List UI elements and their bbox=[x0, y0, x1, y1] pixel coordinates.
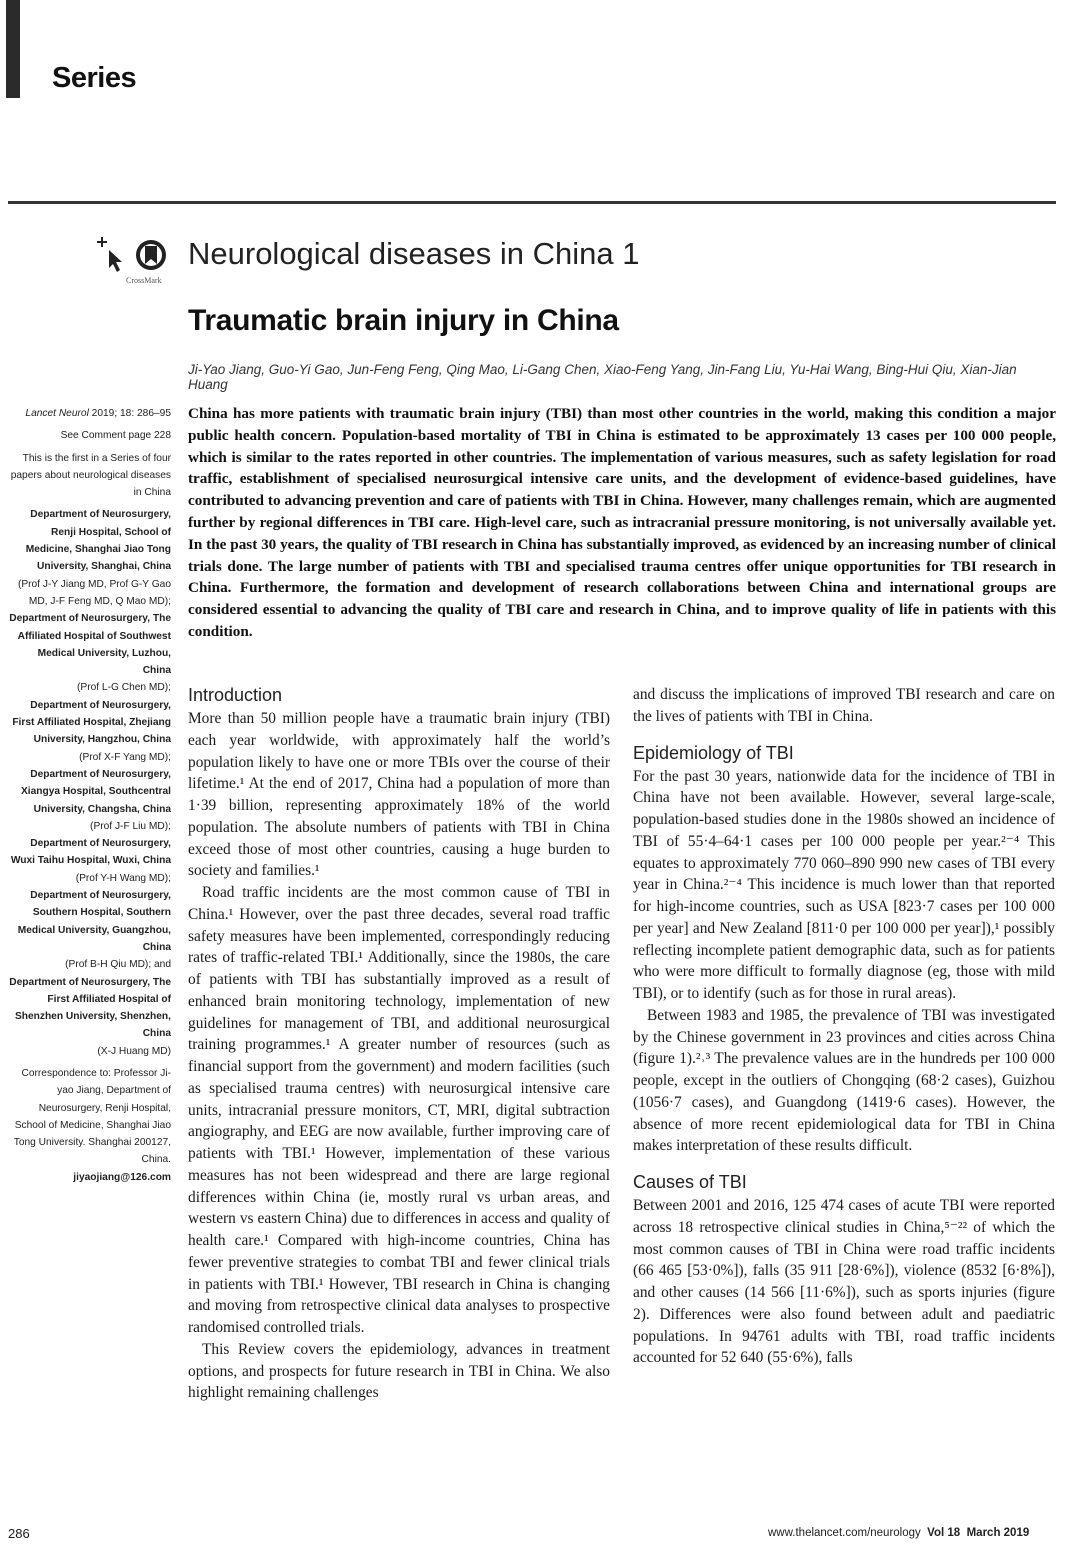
affiliation-authors: (Prof X-F Yang MD); bbox=[79, 751, 171, 763]
header-rule bbox=[8, 201, 1056, 204]
correspondence: Correspondence to: Professor Ji-yao Jiang, Department of Neurosurgery, Renji Hospital, School of Medicine, Shanghai Jiao Tong University. Shanghai 200127, China. bbox=[13, 1067, 171, 1166]
affiliation-authors: (Prof J-F Liu MD); bbox=[90, 820, 171, 832]
abstract: China has more patients with traumatic brain injury (TBI) than most other countries in the world, making this condition a major public health concern. Population-based mortality of TBI in China is estimated to be approximately 13 cases per 100 000 people, which is similar to the rates reported in other countries. The implementation of various measures, such as safety legislation for road traffic, establishment of specialised neurosurgical intensive care units, and the development of evidence-based guidelines, have contributed to advancing prevention and care of patients with TBI in China. However, many challenges remain, which are augmented further by regional differences in TBI care. High-level care, such as intracranial pressure monitoring, is not universally available yet. In the past 30 years, the quality of TBI research in China has substantially improved, as evidenced by an increasing number of clinical trials done. The large number of patients with TBI and specialised trauma centres offer unique opportunities for TBI research in China. Furthermore, the formation and development of research collaborations between China and international groups are considered essential to advancing the quality of TBI care and research in China, and to improve quality of life in patients with this condition. bbox=[188, 405, 1056, 640]
footer bbox=[768, 1527, 1029, 1539]
affiliation: Department of Neurosurgery, Southern Hospital, Southern Medical University, Guangzhou, China bbox=[17, 890, 171, 953]
affiliation: Department of Neurosurgery, Renji Hospital, School of Medicine, Shanghai Jiao Tong University, Shanghai, China bbox=[25, 509, 171, 573]
affiliation: Department of Neurosurgery, Wuxi Taihu Hospital, Wuxi, China bbox=[10, 838, 171, 867]
affiliation-authors: (X-J Huang MD) bbox=[97, 1045, 171, 1057]
paragraph: For the past 30 years, nationwide data for the incidence of TBI in China have not been available. However, several large-scale, population-based studies done in the 1980s showed an incidence of TBI of 55·4–64·1 cases per 100 000 people per year.²⁻⁴ This equates to approximately 770 060–890 990 new cases of TBI every year in China.²⁻⁴ This incidence is much lower than that reported for high-income countries, such as USA [823·7 cases per 100 000 per year] and New Zealand [811·0 per 100 000 per year]),¹ possibly reflecting incomplete patient demographic data, such as for patients who were more difficult to formally diagnose (eg, those with mild TBI), or to identify (such as for those in rural areas). bbox=[633, 767, 1055, 1002]
paragraph: Between 1983 and 1985, the prevalence of TBI was investigated by the Chinese government in 23 provinces and cities across China (figure 1).²˒³ The prevalence values are in the hundreds per 100 000 people, except in the outliers of Chongqing (68·2 cases), Guizhou (1056·7 cases), and Guangdong (1419·6 cases). However, the absence of more recent epidemiological data for TBI in China makes interpretation of these results difficult. bbox=[633, 1006, 1055, 1155]
affiliation: Department of Neurosurgery, The First Affiliated Hospital of Shenzhen University, Shenzhen, China bbox=[9, 976, 171, 1040]
series-label: Series bbox=[52, 62, 137, 94]
author-list: Ji-Yao Jiang, Guo-Yi Gao, Jun-Feng Feng, Qing Mao, Li-Gang Chen, Xiao-Feng Yang, Jin-Fang Liu, Yu-Hai Wang, Bing-Hui Qiu, Xian-Jian Huang bbox=[188, 362, 1017, 392]
series-tab-bar bbox=[6, 0, 20, 98]
paragraph: This Review covers the epidemiology, advances in treatment options, and prospects for future research in TBI in China. We also highlight remaining challenges bbox=[188, 1340, 610, 1402]
article-title: Traumatic brain injury in China bbox=[188, 304, 619, 337]
paragraph: Road traffic incidents are the most common cause of TBI in China.¹ However, over the past three decades, several road traffic safety measures have been implemented, correspondingly reducing rates of traffic-related TBI.¹ Additionally, since the 1980s, the care of patients with TBI has substantially improved as a result of enhanced brain monitoring technology, implementation of new guidelines for management of TBI, and additional neurosurgical training programmes.¹ A greater number of resources (such as financial support from the government) and modern facilities (such as specialised trauma centres) with neurosurgical intensive care units, intracranial pressure monitors, CT, MRI, digital subtraction angiography, and EEG are now available, further improving care of patients with TBI.¹ However, implementation of these various measures has not been widespread and there are large regional differences within China (ie, mostly rural vs urban areas, and western vs eastern China) due to differences in access and quality of health care.¹ Compared with high-income countries, China has fewer preventive strategies to combat TBI and fewer clinical trials in patients with TBI.¹ However, TBI research in China is changing and moving from retrospective clinical data analyses to prospective randomised controlled trials. bbox=[188, 884, 610, 1336]
journal-url[interactable]: www.thelancet.com/neurology bbox=[768, 1527, 921, 1539]
body-column-left bbox=[188, 682, 610, 1404]
paragraph: More than 50 million people have a traumatic brain injury (TBI) each year worldwide, with approximately half the world’s population likely to have one or more TBIs over the course of their lifetime.¹ At the end of 2017, China had a population of more than 1·39 billion, representing approximately 18% of the world population. The absolute numbers of patients with TBI in China exceed those of most other countries, causing a huge burden to society and families.¹ bbox=[188, 710, 610, 880]
citation-details: 2019; 18: 286–95 bbox=[88, 408, 171, 419]
affiliation-authors: (Prof L-G Chen MD); bbox=[77, 682, 171, 694]
volume: Vol 18 bbox=[927, 1527, 961, 1539]
email-link[interactable]: jiyaojiang@126.com bbox=[73, 1171, 171, 1183]
section-heading-introduction: Introduction bbox=[188, 685, 283, 705]
paragraph: Between 2001 and 2016, 125 474 cases of acute TBI were reported across 18 retrospective clinical studies in China,⁵⁻²² of which the most common causes of TBI in China were road traffic incidents (66 465 [53·0%]), falls (35 911 [28·6%]), violence (8532 [6·8%]), and other causes (14 566 [11·6%]), such as sports injuries (figure 2). Differences were also found between adult and paediatric populations. In 94761 adults with TBI, road traffic incidents accounted for 52 640 (55·6%), falls bbox=[633, 1197, 1055, 1367]
affiliation-authors: (Prof B-H Qiu MD); and bbox=[65, 959, 171, 971]
section-heading-causes: Causes of TBI bbox=[633, 1172, 747, 1192]
citation-journal: Lancet Neurol bbox=[25, 408, 89, 419]
paragraph: and discuss the implications of improved TBI research and care on the lives of patients with TBI in China. bbox=[633, 686, 1055, 725]
affiliation: Department of Neurosurgery, First Affiliated Hospital, Zhejiang University, Hangzhou, China bbox=[12, 699, 171, 746]
body-column-right bbox=[633, 684, 1055, 1369]
series-title: Neurological diseases in China 1 bbox=[188, 236, 640, 271]
issue-date: March 2019 bbox=[966, 1527, 1030, 1539]
citation bbox=[8, 405, 171, 422]
section-heading-epidemiology: Epidemiology of TBI bbox=[633, 742, 794, 763]
series-note: This is the first in a Series of four papers about neurological diseases in China bbox=[10, 452, 171, 499]
article-sidebar bbox=[8, 405, 171, 1186]
comment-link[interactable]: See Comment page 228 bbox=[60, 430, 171, 442]
affiliation: Department of Neurosurgery, The Affiliated Hospital of Southwest Medical University, Luzhou, China bbox=[9, 613, 171, 677]
crossmark-label: CrossMark bbox=[126, 276, 162, 285]
page-number: 286 bbox=[8, 1526, 30, 1541]
affiliation-authors: (Prof J-Y Jiang MD, Prof G-Y Gao MD, J-F Feng MD, Q Mao MD); bbox=[17, 578, 171, 607]
affiliation-authors: (Prof Y-H Wang MD); bbox=[75, 872, 171, 884]
affiliation: Department of Neurosurgery, Xiangya Hospital, Southcentral University, Changsha, China bbox=[20, 768, 171, 815]
